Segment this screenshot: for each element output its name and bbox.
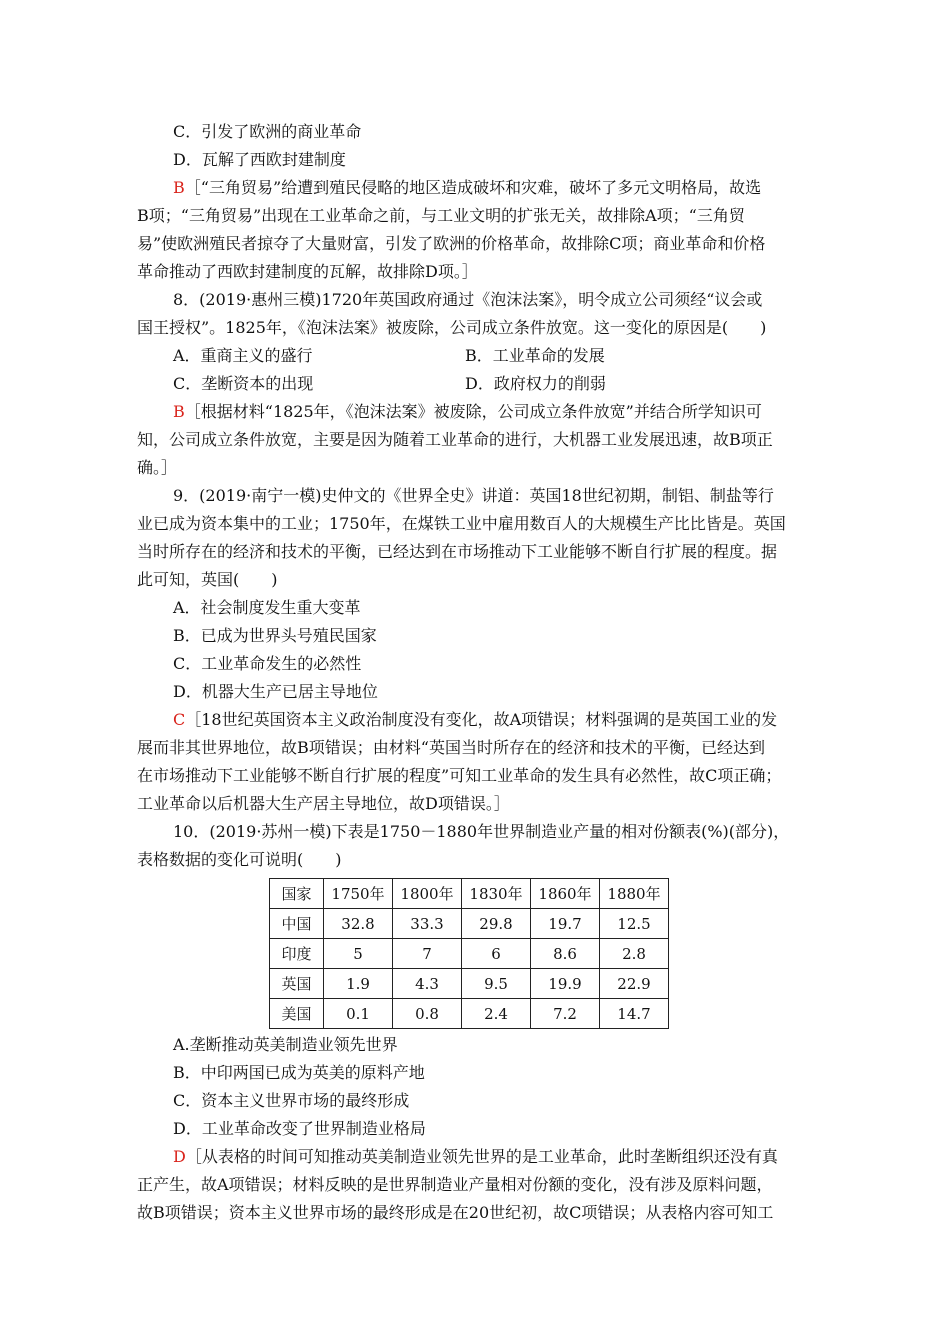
question-stem: 10．(2019·苏州一模)下表是1750－1880年世界制造业产量的相对份额表(%)(部分)，	[173, 822, 790, 841]
table-header-cell: 1800年	[393, 879, 462, 909]
question-stem: 当时所存在的经济和技术的平衡，已经达到在市场推动下工业能够不断自行扩展的程度。据	[137, 542, 778, 561]
analysis-text: 故B项错误；资本主义世界市场的最终形成是在20世纪初，故C项错误；从表格内容可知工	[137, 1203, 774, 1222]
question-stem: 国王授权”。1825年，《泡沫法案》被废除，公司成立条件放宽。这一变化的原因是( )	[137, 318, 767, 337]
table-cell: 4.3	[393, 969, 462, 999]
answer-line	[137, 1143, 817, 1171]
table-header-cell: 1750年	[324, 879, 393, 909]
table-header-cell: 1880年	[600, 879, 669, 909]
table-header-row	[270, 879, 669, 909]
answer-letter: C	[173, 710, 186, 729]
option-d: D．瓦解了西欧封建制度	[173, 150, 346, 169]
option-c: C．垄断资本的出现	[173, 374, 314, 393]
option-d: D．机器大生产已居主导地位	[173, 682, 378, 701]
analysis-text: 正产生，故A项错误；材料反映的是世界制造业产量相对份额的变化，没有涉及原料问题，	[137, 1175, 773, 1194]
table-cell: 印度	[270, 939, 324, 969]
analysis-text: 在市场推动下工业能够不断自行扩展的程度”可知工业革命的发生具有必然性，故C项正确；	[137, 766, 782, 785]
analysis-text: B项；“三角贸易”出现在工业革命之前，与工业文明的扩张无关，故排除A项；“三角贸	[137, 206, 745, 225]
table-cell: 22.9	[600, 969, 669, 999]
table-cell: 8.6	[531, 939, 600, 969]
option-c: C．引发了欧洲的商业革命	[173, 122, 362, 141]
option-c: C．资本主义世界市场的最终形成	[173, 1091, 410, 1110]
options-row	[137, 342, 817, 370]
analysis-text: 知，公司成立条件放宽，主要是因为随着工业革命的进行，大机器工业发展迅速，故B项正	[137, 430, 773, 449]
option-a: A．社会制度发生重大变革	[173, 598, 361, 617]
question-stem: 9．(2019·南宁一模)史仲文的《世界全史》讲道：英国18世纪初期，制铝、制盐等行	[173, 486, 774, 505]
table-cell: 中国	[270, 909, 324, 939]
option-b: B．中印两国已成为英美的原料产地	[173, 1063, 425, 1082]
analysis-text: 确。］	[137, 458, 178, 477]
table-cell: 2.8	[600, 939, 669, 969]
table-row	[270, 939, 669, 969]
answer-letter: D	[173, 1147, 186, 1166]
document-page	[137, 118, 817, 1227]
analysis-text: ［18世纪英国资本主义政治制度没有变化，故A项错误；材料强调的是英国工业的发	[185, 710, 778, 729]
analysis-text: 工业革命以后机器大生产居主导地位，故D项错误。］	[137, 794, 510, 813]
table-row	[270, 909, 669, 939]
option-a: A．重商主义的盛行	[173, 346, 313, 365]
table-header-cell: 1830年	[462, 879, 531, 909]
analysis-text: 展而非其世界地位，故B项错误；由材料“英国当时所存在的经济和技术的平衡，已经达到	[137, 738, 765, 757]
answer-letter: B	[173, 178, 185, 197]
question-stem: 8．(2019·惠州三模)1720年英国政府通过《泡沫法案》，明令成立公司须经“议会或	[173, 290, 763, 309]
table-cell: 29.8	[462, 909, 531, 939]
table-cell: 19.9	[531, 969, 600, 999]
table-header-cell: 1860年	[531, 879, 600, 909]
table-cell: 9.5	[462, 969, 531, 999]
option-d: D．工业革命改变了世界制造业格局	[173, 1119, 426, 1138]
table-cell: 7	[393, 939, 462, 969]
answer-letter: B	[173, 402, 185, 421]
table-row	[270, 969, 669, 999]
analysis-text: ［从表格的时间可知推动英美制造业领先世界的是工业革命，此时垄断组织还没有真	[185, 1147, 778, 1166]
table-cell: 1.9	[324, 969, 393, 999]
table-cell: 12.5	[600, 909, 669, 939]
table-cell: 19.7	[531, 909, 600, 939]
table-header-cell: 国家	[270, 879, 324, 909]
options-row	[137, 370, 817, 398]
answer-line	[137, 706, 817, 734]
option-a: A.垄断推动英美制造业领先世界	[173, 1035, 398, 1054]
table-cell: 7.2	[531, 999, 600, 1029]
option-c: C．工业革命发生的必然性	[173, 654, 362, 673]
table-cell: 美国	[270, 999, 324, 1029]
option-d: D．政府权力的削弱	[465, 374, 606, 393]
option-b: B．工业革命的发展	[465, 346, 605, 365]
answer-line	[137, 398, 817, 426]
table-cell: 英国	[270, 969, 324, 999]
answer-line	[137, 174, 817, 202]
data-table	[269, 878, 669, 1029]
table-row	[270, 999, 669, 1029]
question-stem: 此可知，英国( )	[137, 570, 278, 589]
table-cell: 6	[462, 939, 531, 969]
question-stem: 业已成为资本集中的工业；1750年，在煤铁工业中雇用数百人的大规模生产比比皆是。英国	[137, 514, 786, 533]
table-cell: 5	[324, 939, 393, 969]
option-b: B．已成为世界头号殖民国家	[173, 626, 377, 645]
analysis-text: 革命推动了西欧封建制度的瓦解，故排除D项。］	[137, 262, 478, 281]
analysis-text: ［“三角贸易”给遭到殖民侵略的地区造成破坏和灾难，破坏了多元文明格局，故选	[184, 178, 762, 197]
table-cell: 33.3	[393, 909, 462, 939]
question-stem: 表格数据的变化可说明( )	[137, 850, 342, 869]
analysis-text: 易”使欧洲殖民者掠夺了大量财富，引发了欧洲的价格革命，故排除C项；商业革命和价格	[137, 234, 766, 253]
table-cell: 0.1	[324, 999, 393, 1029]
table-cell: 0.8	[393, 999, 462, 1029]
table-cell: 14.7	[600, 999, 669, 1029]
table-cell: 32.8	[324, 909, 393, 939]
analysis-text: ［根据材料“1825年，《泡沫法案》被废除，公司成立条件放宽”并结合所学知识可	[184, 402, 762, 421]
table-cell: 2.4	[462, 999, 531, 1029]
